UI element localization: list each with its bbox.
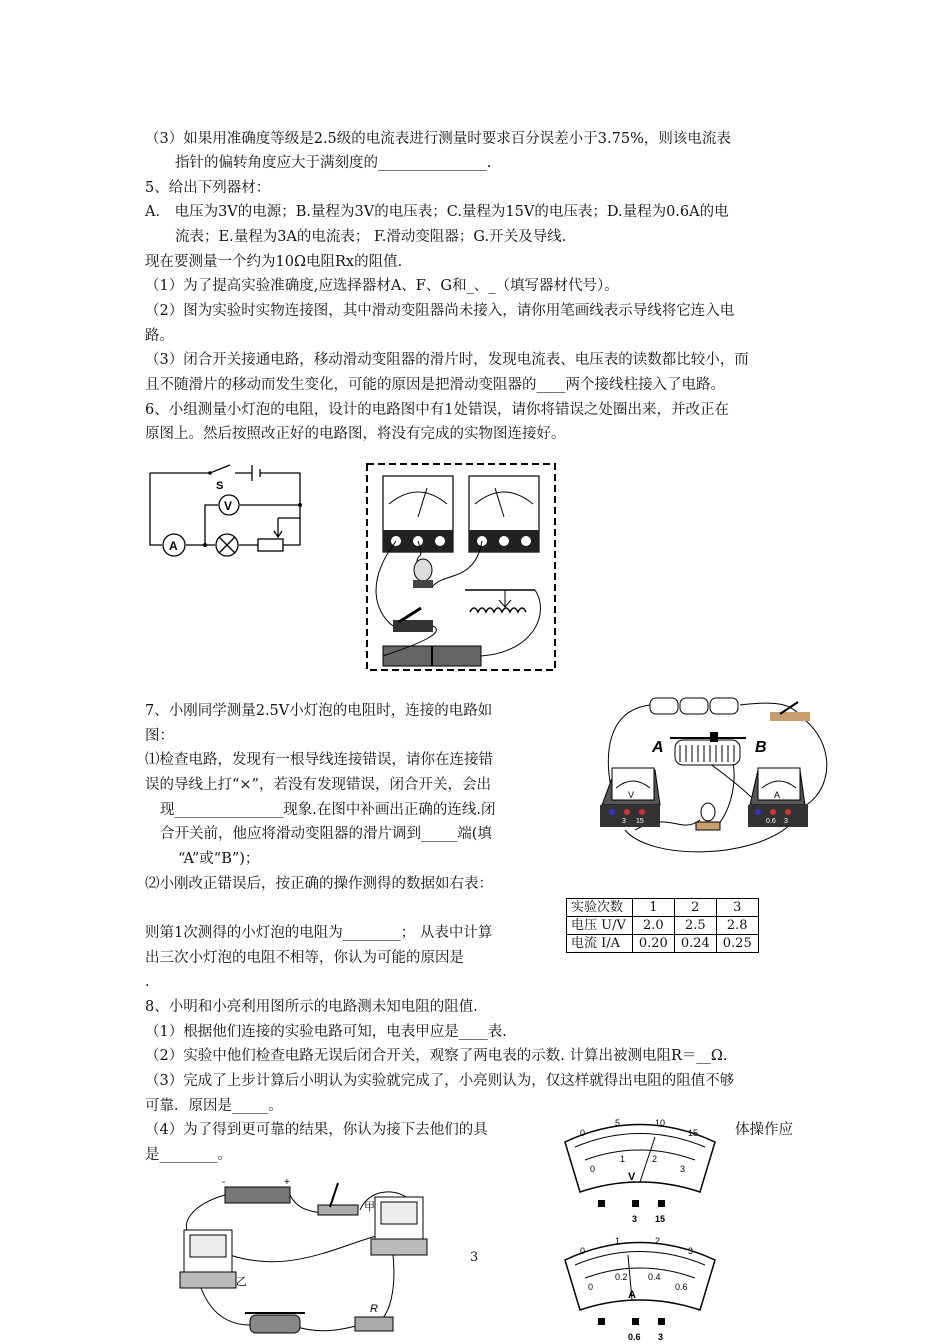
svg-text:2: 2: [652, 1154, 658, 1164]
svg-text:0: 0: [588, 1282, 594, 1292]
svg-text:15: 15: [655, 1214, 666, 1224]
svg-text:R: R: [370, 1303, 378, 1315]
svg-text:甲: 甲: [364, 1201, 375, 1213]
svg-text:10: 10: [655, 1118, 666, 1128]
svg-text:15: 15: [688, 1128, 699, 1138]
svg-text:5: 5: [615, 1118, 621, 1128]
text-line: 指针的偏转角度应大于满刻度的_______________.: [175, 155, 492, 171]
svg-text:0.6: 0.6: [766, 818, 776, 825]
text-line: 图：: [145, 728, 174, 744]
text-line: 流表；E.量程为3A的电流表； F.滑动变阻器；G.开关及导线.: [175, 229, 567, 245]
text-line: 原图上。然后按照改正好的电路图，将没有完成的实物图连接好。: [145, 426, 566, 442]
ammeter-device: [748, 768, 808, 827]
svg-text:0.6: 0.6: [628, 1332, 641, 1342]
svg-text:A: A: [628, 1289, 636, 1301]
svg-text:V: V: [628, 790, 635, 800]
svg-text:A: A: [774, 790, 781, 800]
battery-pack: [650, 698, 738, 714]
text-line: 出三次小灯泡的电阻不相等，你认为可能的原因是: [145, 950, 464, 966]
ammeter-label: A: [169, 539, 178, 553]
text-line: （2）实验中他们检查电路无误后闭合开关，观察了两电表的示数. 计算出被测电阻R＝__Ω.: [145, 1048, 728, 1064]
voltmeter-device: [469, 476, 539, 552]
bulb-device: [413, 559, 433, 588]
text-line: “A”或“B”)；: [178, 851, 260, 867]
svg-text:2: 2: [655, 1236, 661, 1246]
resistor-device: [355, 1303, 393, 1331]
physical-circuit-figure-8: [170, 1175, 440, 1344]
svg-text:3: 3: [784, 818, 788, 825]
voltmeter-label: V: [224, 499, 233, 513]
text-line: A． 电压为3V的电源；B.量程为3V的电压表；C.量程为15V的电压表；D.量程为0.6A的电: [145, 204, 729, 220]
svg-text:3: 3: [632, 1214, 638, 1224]
table-row: 电压 U/V 2.0 2.5 2.8: [567, 917, 759, 935]
terminal-b-label: B: [755, 739, 767, 756]
data-table: [566, 898, 759, 953]
svg-text:3: 3: [622, 818, 626, 825]
rheostat-device: [245, 1313, 305, 1333]
svg-text:0.4: 0.4: [648, 1272, 661, 1282]
svg-text:1: 1: [620, 1154, 626, 1164]
svg-text:-: -: [222, 1177, 226, 1188]
battery-device: [222, 1177, 290, 1203]
text-line: （1）根据他们连接的实验电路可知，电表甲应是____表.: [145, 1024, 507, 1040]
text-line: 8、小明和小亮利用图所示的电路测未知电阻的阻值.: [145, 999, 478, 1015]
meter-jia: [364, 1197, 427, 1255]
text-line: 现_______________现象.在图中补画出正确的连线.闭: [160, 802, 496, 818]
svg-text:3: 3: [680, 1164, 686, 1174]
text-line: ⑵小刚改正错误后，按正确的操作测得的数据如右表：: [145, 876, 493, 892]
text-line: 6、小组测量小灯泡的电阻，设计的电路图中有1处错误，请你将错误之处圈出来，并改正在: [145, 402, 729, 418]
rheostat-symbol: [258, 539, 283, 551]
text-line: .: [145, 974, 150, 990]
lamp-symbol: [216, 534, 238, 556]
svg-text:1: 1: [615, 1236, 621, 1246]
svg-text:0: 0: [590, 1164, 596, 1174]
voltmeter-dial: [565, 1118, 715, 1224]
text-line: 7、小刚同学测量2.5V小灯泡的电阻时，连接的电路如: [145, 703, 493, 719]
text-line: 则第1次测得的小灯泡的电阻为________； 从表中计算: [145, 925, 493, 941]
battery-device: [383, 646, 481, 666]
physical-setup-figure: [365, 462, 560, 674]
text-line: 误的导线上打“×”，若没有发现错误，闭合开关，会出: [145, 777, 491, 793]
text-line: 是________。: [145, 1147, 232, 1163]
text-line: 现在要测量一个约为10Ω电阻Rx的阻值.: [145, 254, 403, 270]
switch-device: [393, 608, 433, 632]
rheostat-device: [670, 732, 746, 765]
svg-text:0: 0: [580, 1128, 586, 1138]
text-line: （2）图为实验时实物连接图，其中滑动变阻器尚未接入，请你用笔画线表示导线将它连入电: [145, 303, 735, 319]
ammeter-device: [383, 476, 453, 552]
meter-yi: [180, 1230, 247, 1288]
svg-text:0: 0: [580, 1246, 586, 1256]
text-line: 可靠．原因是_____。: [145, 1098, 283, 1114]
svg-text:V: V: [628, 1171, 636, 1183]
svg-text:3: 3: [688, 1246, 694, 1256]
svg-text:+: +: [284, 1177, 290, 1188]
text-line: （1）为了提高实验准确度,应选择器材A、F、G和_、_（填写器材代号）。: [145, 278, 619, 294]
physical-circuit-figure-7: [590, 690, 835, 860]
svg-text:0.6: 0.6: [675, 1282, 688, 1292]
text-line: （3）如果用准确度等级是2.5级的电流表进行测量时要求百分误差小于3.75%，则该电流表: [145, 131, 731, 147]
text-line: 路。: [145, 328, 174, 344]
ammeter-dial: [565, 1236, 715, 1342]
text-line: （4）为了得到更可靠的结果，你认为接下去他们的具: [145, 1122, 488, 1138]
bulb-device: [696, 803, 720, 830]
page-number: 3: [470, 1250, 479, 1265]
switch-label: S: [216, 480, 224, 492]
text-line: 且不随滑片的移动而发生变化，可能的原因是把滑动变阻器的____两个接线柱接入了电路。: [145, 377, 725, 393]
switch-device: [318, 1183, 358, 1215]
meter-dials-figure: [560, 1112, 720, 1344]
switch-device: [770, 702, 810, 721]
text-line: 合开关前，他应将滑动变阻器的滑片调到_____端(填: [160, 826, 492, 842]
text-line: 5、给出下列器材：: [145, 180, 271, 196]
text-line: （3）闭合开关接通电路，移动滑动变阻器的滑片时，发现电流表、电压表的读数都比较小，而: [145, 352, 749, 368]
text-line: 体操作应: [735, 1122, 793, 1138]
text-line: ⑴检查电路，发现有一根导线连接错误，请你在连接错: [145, 752, 493, 768]
terminal-a-label: A: [652, 739, 664, 756]
svg-text:乙: 乙: [236, 1276, 247, 1288]
svg-text:3: 3: [658, 1332, 664, 1342]
table-row: 实验次数 1 2 3: [567, 899, 759, 917]
circuit-diagram: [140, 455, 310, 565]
text-line: （3）完成了上步计算后小明认为实验就完成了，小亮则认为，仅这样就得出电阻的阻值不够: [145, 1073, 735, 1089]
svg-text:15: 15: [636, 818, 644, 825]
svg-text:0.2: 0.2: [615, 1272, 628, 1282]
table-row: 电流 I/A 0.20 0.24 0.25: [567, 935, 759, 953]
rheostat-device: [465, 590, 535, 612]
